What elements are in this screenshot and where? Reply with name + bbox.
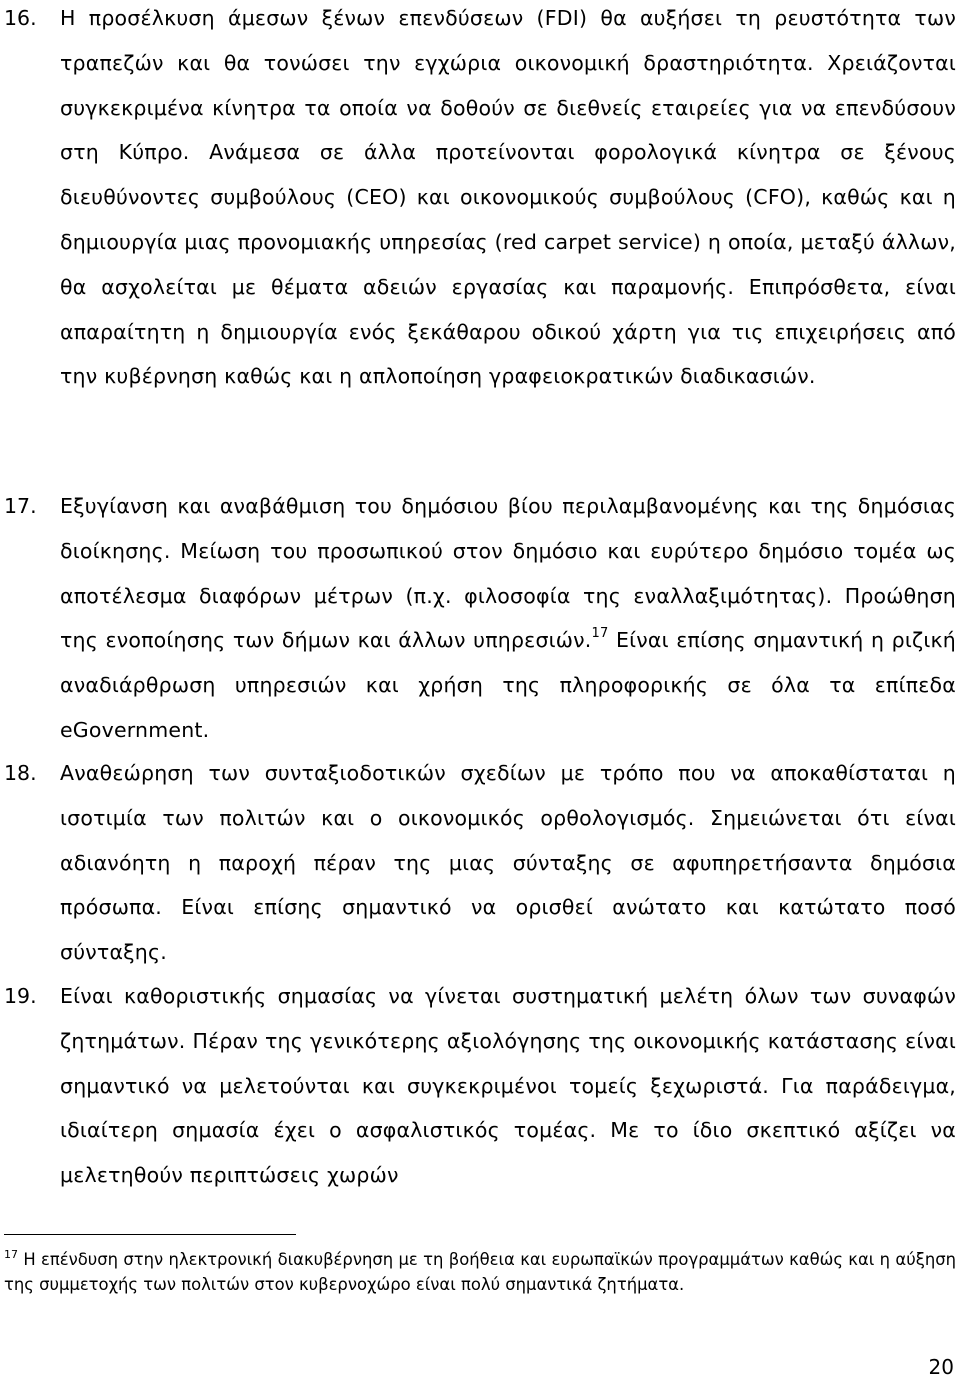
footnote-mark: 17 (4, 1248, 18, 1261)
list-item-19 (4, 974, 956, 1198)
footnote-text: Η επένδυση στην ηλεκτρονική διακυβέρνηση με τη βοήθεια και ευρωπαϊκών προγραμμάτων καθώς και η αύξηση της συμμετοχής των πολιτών στον κυβερνοχώρο είναι πολύ σημαντικά ζητήματα. (4, 1250, 956, 1294)
item-number: 16. (4, 6, 37, 30)
item-text-part: Είναι επίσης σημαντική η ριζική αναδιάρθρωση υπηρεσιών και χρήση της πληροφορικής σε όλα τα επίπεδα eGovernment. (60, 628, 956, 742)
footnote-reference[interactable]: 17 (591, 626, 609, 642)
item-text (60, 484, 956, 753)
list-item-16 (4, 0, 956, 399)
list-item-17 (4, 484, 956, 753)
item-number: 19. (4, 984, 37, 1008)
page-number: 20 (928, 1355, 954, 1379)
item-text: Είναι καθοριστικής σημασίας να γίνεται συστηματική μελέτη όλων των συναφών ζητημάτων. Πέραν της γενικότερης αξιολόγησης της οικονομικής κατάστασης είναι σημαντικό να μελετούνται και συγκεκριμένοι τομείς ξεχωριστά. Για παράδειγμα, ιδιαίτερη σημασία έχει ο ασφαλιστικός τομέας. Με το ίδιο σκεπτικό αξίζει να μελετηθούν περιπτώσεις χωρών (60, 984, 956, 1188)
list-item-18 (4, 751, 956, 975)
footnote-separator (4, 1234, 296, 1235)
item-number: 17. (4, 494, 37, 518)
item-text: Η προσέλκυση άμεσων ξένων επενδύσεων (FDI) θα αυξήσει τη ρευστότητα των τραπεζών και θα τονώσει την εγχώρια οικονομική δραστηριότητα. Χρειάζονται συγκεκριμένα κίνητρα τα οποία να δοθούν σε διεθνείς εταιρείες για να επενδύσουν στη Κύπρο. Ανάμεσα σε άλλα προτείνονται φορολογικά κίνητρα σε ξένους διευθύνοντες συμβούλους (CEO) και οικονομικούς συμβούλους (CFO), καθώς και η δημιουργία μιας προνομιακής υπηρεσίας (red carpet service) η οποία, μεταξύ άλλων, θα ασχολείται με θέματα αδειών εργασίας και παραμονής. Επιπρόσθετα, είναι απαραίτητη η δημιουργία ενός ξεκάθαρου οδικού χάρτη για τις επιχειρήσεις από την κυβέρνηση καθώς και η απλοποίηση γραφειοκρατικών διαδικασιών. (60, 6, 956, 389)
item-number: 18. (4, 761, 37, 785)
item-text-part: Εξυγίανση και αναβάθμιση του δημόσιου βίου περιλαμβανομένης και της δημόσιας διοίκησης. Μείωση του προσωπικού στον δημόσιο και ευρύτερο δημόσιο τομέα ως αποτέλεσμα διαφόρων μέτρων (π.χ. φιλοσοφία της εναλλαξιμότητας). Προώθηση της ενοποίησης των δήμων και άλλων υπηρεσιών. (60, 494, 956, 653)
footnote (4, 1247, 956, 1297)
item-text: Αναθεώρηση των συνταξιοδοτικών σχεδίων με τρόπο που να αποκαθίσταται η ισοτιμία των πολιτών και ο οικονομικός ορθολογισμός. Σημειώνεται ότι είναι αδιανόητη η παροχή πέραν της μιας σύνταξης σε αφυπηρετήσαντα δημόσια πρόσωπα. Είναι επίσης σημαντικό να ορισθεί ανώτατο και κατώτατο ποσό σύνταξης. (60, 761, 956, 965)
